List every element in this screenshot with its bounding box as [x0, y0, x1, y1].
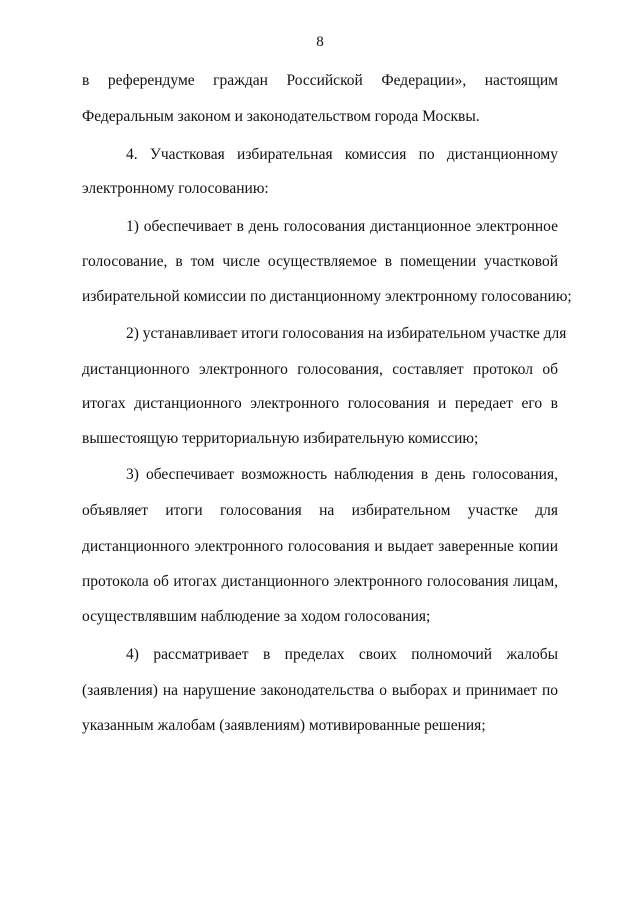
paragraph-line: 3) обеспечивает возможность наблюдения в день голосования, — [126, 466, 558, 483]
paragraph-line: протокола об итогах дистанционного электронного голосования лицам, — [82, 573, 558, 590]
paragraph-line: 2) устанавливает итоги голосования на избирательном участке для — [126, 325, 567, 342]
paragraph-line: избирательной комиссии по дистанционному электронному голосованию; — [82, 288, 572, 305]
paragraph-line: осуществлявшим наблюдение за ходом голосования; — [82, 608, 431, 625]
paragraph-line: 4) рассматривает в пределах своих полномочий жалобы — [126, 646, 558, 663]
paragraph-line: объявляет итоги голосования на избирательном участке для — [82, 502, 558, 519]
paragraph-line: электронному голосованию: — [82, 180, 269, 197]
paragraph-line: голосование, в том числе осуществляемое в помещении участковой — [82, 253, 558, 270]
page-number: 8 — [316, 34, 324, 50]
paragraph-line: итогах дистанционного электронного голосования и передает его в — [82, 395, 558, 412]
paragraph-line: 4. Участковая избирательная комиссия по дистанционному — [126, 146, 558, 163]
paragraph-line: указанным жалобам (заявлениям) мотивированные решения; — [82, 717, 486, 734]
paragraph-line: дистанционного электронного голосования и выдает заверенные копии — [82, 538, 558, 555]
paragraph-line: 1) обеспечивает в день голосования дистанционное электронное — [126, 218, 558, 235]
paragraph-line: вышестоящую территориальную избирательную комиссию; — [82, 430, 479, 447]
paragraph-line: дистанционного электронного голосования, составляет протокол об — [82, 361, 558, 378]
paragraph-line: (заявления) на нарушение законодательства о выборах и принимает по — [82, 682, 558, 699]
paragraph-line: в референдуме граждан Российской Федерации», настоящим — [82, 72, 558, 89]
paragraph-line: Федеральным законом и законодательством города Москвы. — [82, 108, 480, 125]
